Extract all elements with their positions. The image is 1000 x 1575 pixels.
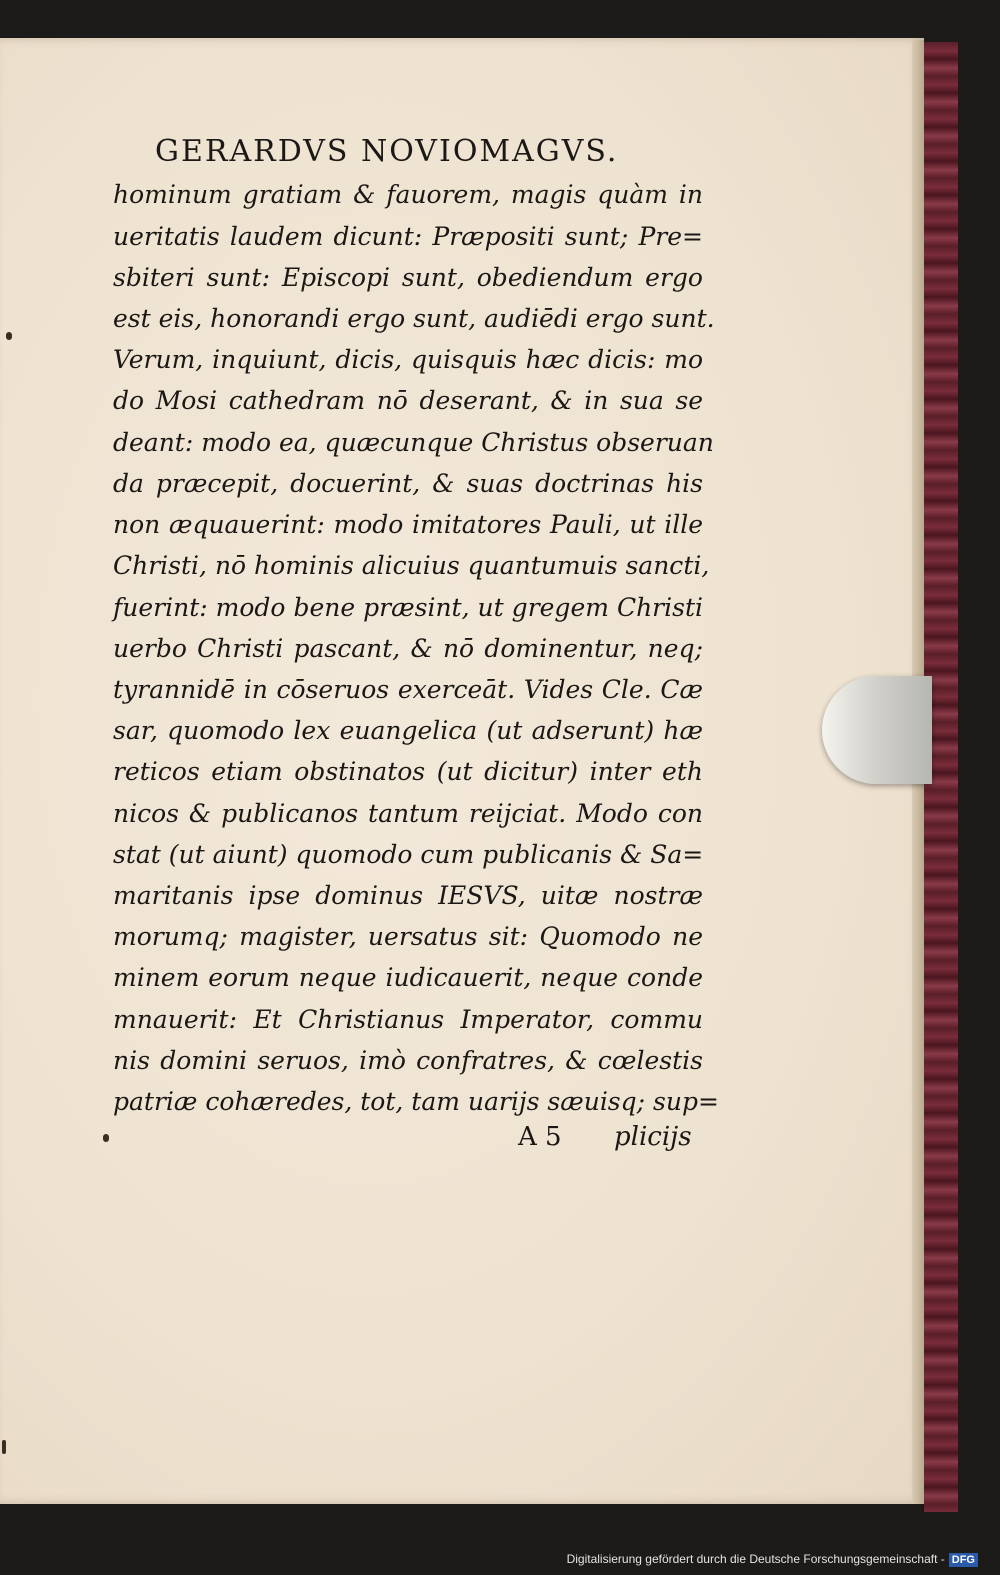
text-line: reticos etiam obstinatos (ut dicitur) inter eth xyxy=(113,757,703,786)
text-line: da præcepit, docuerint, & suas doctrinas his xyxy=(113,469,703,498)
text-line: fuerint: modo bene præsint, ut gregem Christi xyxy=(113,593,703,622)
text-line: morumq; magister, uersatus sit: Quomodo ne xyxy=(113,922,703,951)
text-line: tyrannidē in cōseruos exerceāt. Vides Cle. Cæ xyxy=(113,675,703,704)
catchword: plicijs xyxy=(614,1122,692,1152)
text-line: non æquauerint: modo imitatores Pauli, ut ille xyxy=(113,510,703,539)
page-speck xyxy=(103,1134,109,1142)
text-line: Christi, nō hominis alicuius quantumuis sancti, xyxy=(113,551,710,580)
running-head: GERARDVS NOVIOMAGVS. xyxy=(155,134,619,169)
text-line: est eis, honorandi ergo sunt, audiēdi ergo sunt. xyxy=(113,304,715,333)
dfg-logo-icon: DFG xyxy=(949,1553,978,1567)
text-line: nicos & publicanos tantum reijciat. Modo con xyxy=(113,799,703,828)
footer-credit-text: Digitalisierung gefördert durch die Deutsche Forschungsgemeinschaft - xyxy=(566,1552,945,1566)
text-line: ueritatis laudem dicunt: Præpositi sunt; Pre= xyxy=(113,222,703,251)
text-line: hominum gratiam & fauorem, magis quàm in xyxy=(113,180,703,209)
page-speck xyxy=(6,332,12,340)
text-line: patriæ cohæredes, tot, tam uarijs sæuisq; sup= xyxy=(113,1087,719,1116)
text-line: deant: modo ea, quæcunque Christus obseruan xyxy=(113,428,714,457)
text-line: sbiteri sunt: Episcopi sunt, obediendum ergo xyxy=(113,263,703,292)
text-line: uerbo Christi pascant, & nō dominentur, neq; xyxy=(113,634,703,663)
text-line: maritanis ipse dominus IESVS, uitæ nostræ xyxy=(113,881,703,910)
text-line: stat (ut aiunt) quomodo cum publicanis & Sa= xyxy=(113,840,704,869)
footer-credit xyxy=(567,1552,978,1567)
text-line: nis domini seruos, imò confratres, & cœlestis xyxy=(113,1046,703,1075)
signature-mark: A 5 xyxy=(518,1122,562,1152)
text-line: do Mosi cathedram nō deserant, & in sua se xyxy=(113,386,703,415)
scanner-clip xyxy=(822,676,932,784)
text-line: mnauerit: Et Christianus Imperator, commu xyxy=(113,1005,703,1034)
page-speck xyxy=(2,1440,6,1454)
text-line: sar, quomodo lex euangelica (ut adserunt) hæ xyxy=(113,716,703,745)
text-line: minem eorum neque iudicauerit, neque conde xyxy=(113,963,703,992)
text-line: Verum, inquiunt, dicis, quisquis hæc dicis: mo xyxy=(113,345,703,374)
